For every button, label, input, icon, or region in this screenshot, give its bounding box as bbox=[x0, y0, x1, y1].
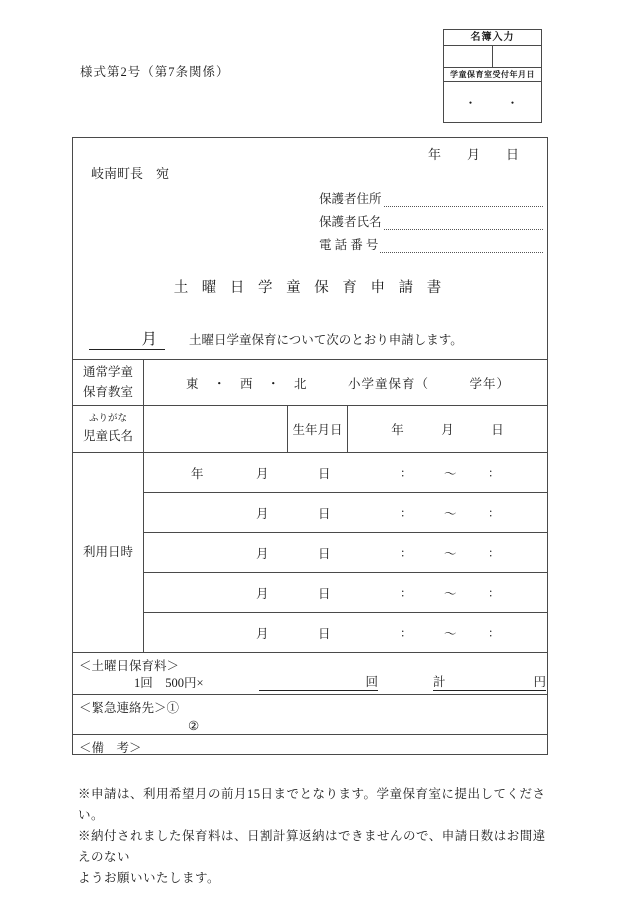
usage-month-label: 月 bbox=[256, 506, 269, 521]
footnote-1: ※申請は、利用希望月の前月15日までとなります。学童保育室に提出してください。 bbox=[78, 787, 546, 822]
phone-line bbox=[319, 230, 543, 253]
stamp-box-entry-cells bbox=[444, 46, 541, 68]
usage-time-tilde: ～ bbox=[444, 626, 457, 641]
emergency-contact-marker2: ② bbox=[188, 719, 200, 733]
birthdate-field: 年 月 日 bbox=[391, 423, 504, 437]
application-statement-line bbox=[73, 328, 547, 352]
application-table bbox=[73, 359, 547, 754]
usage-time-colon: : bbox=[401, 545, 405, 559]
usage-time-tilde: ～ bbox=[444, 466, 457, 481]
footnotes bbox=[78, 784, 558, 889]
child-name-field bbox=[144, 406, 288, 452]
form-number: 様式第2号（第7条関係） bbox=[80, 65, 230, 79]
usage-row-5 bbox=[144, 612, 547, 652]
stamp-box-cell-left bbox=[444, 46, 493, 67]
receipt-date-label: 学童保育室受付年月日 bbox=[444, 68, 541, 82]
child-name-label-text: 児童氏名 bbox=[82, 428, 133, 443]
footnote-2-continued: ようお願いいたします。 bbox=[78, 871, 221, 885]
usage-time-colon: : bbox=[489, 585, 493, 599]
usage-datetime-label: 利用日時 bbox=[73, 453, 144, 652]
usage-time-colon: : bbox=[401, 625, 405, 639]
usage-year-label: 年 bbox=[191, 466, 204, 481]
guardian-name-field bbox=[384, 212, 543, 230]
fee-times-field: 回 bbox=[259, 672, 378, 691]
regular-classroom-label bbox=[73, 360, 144, 405]
usage-month-label: 月 bbox=[256, 626, 269, 641]
phone-label: 電 話 番 号 bbox=[319, 238, 379, 252]
emergency-contact-section bbox=[73, 694, 547, 734]
application-form-box bbox=[72, 137, 548, 755]
usage-time-colon: : bbox=[401, 465, 405, 479]
usage-row-2 bbox=[144, 492, 547, 532]
stamp-box-cell-right bbox=[493, 46, 541, 67]
guardian-address-line bbox=[319, 184, 543, 207]
fee-unit-text: 1回 500円× bbox=[134, 676, 204, 690]
usage-time-tilde: ～ bbox=[444, 506, 457, 521]
remarks-section bbox=[73, 734, 547, 759]
guardian-name-label: 保護者氏名 bbox=[319, 215, 382, 229]
usage-time-tilde: ～ bbox=[444, 586, 457, 601]
usage-day-label: 日 bbox=[318, 586, 331, 601]
usage-row-3 bbox=[144, 532, 547, 572]
usage-time-colon: : bbox=[401, 585, 405, 599]
regular-classroom-label-line1: 通常学童 bbox=[82, 365, 133, 380]
phone-field bbox=[380, 235, 543, 253]
usage-row-4 bbox=[144, 572, 547, 612]
usage-time-colon: : bbox=[489, 465, 493, 479]
birthdate-label: 生年月日 bbox=[288, 406, 348, 452]
office-stamp-box bbox=[443, 29, 542, 123]
usage-time-colon: : bbox=[489, 505, 493, 519]
addressee: 岐南町長 宛 bbox=[91, 166, 170, 181]
regular-classroom-label-line2: 保育教室 bbox=[82, 384, 133, 399]
usage-time-tilde: ～ bbox=[444, 546, 457, 561]
child-name-row bbox=[73, 405, 547, 452]
usage-time-colon: : bbox=[401, 505, 405, 519]
footnote-2: ※納付されました保育料は、日割計算返納はできませんので、申請日数はお間違えのない bbox=[78, 829, 546, 864]
child-name-label bbox=[73, 406, 144, 452]
furigana-label: ふりがな bbox=[88, 413, 127, 424]
guardian-info-block bbox=[319, 184, 543, 253]
fee-total-label: 計 bbox=[433, 675, 446, 689]
emergency-contact-marker1: ① bbox=[166, 701, 180, 715]
guardian-address-label: 保護者住所 bbox=[319, 192, 382, 206]
fee-calculation-line bbox=[73, 674, 547, 694]
usage-time-colon: : bbox=[489, 625, 493, 639]
usage-month-label: 月 bbox=[256, 466, 269, 481]
remarks-label: ＜備 考＞ bbox=[79, 741, 142, 755]
guardian-name-line bbox=[319, 207, 543, 230]
usage-day-label: 日 bbox=[318, 626, 331, 641]
usage-day-label: 日 bbox=[318, 466, 331, 481]
submission-date-field: 年 月 日 bbox=[427, 147, 519, 162]
fee-total-suffix: 円 bbox=[533, 675, 546, 689]
fee-total-field bbox=[433, 672, 546, 691]
stamp-box-title: 名簿入力 bbox=[444, 30, 541, 46]
usage-month-label: 月 bbox=[256, 546, 269, 561]
regular-classroom-row bbox=[73, 360, 547, 405]
regular-classroom-options: 東 ・ 西 ・ 北 小学童保育（ 学年） bbox=[186, 376, 511, 391]
document-title: 土 曜 日 学 童 保 育 申 請 書 bbox=[173, 280, 447, 296]
guardian-address-field bbox=[384, 189, 543, 207]
saturday-fee-section bbox=[73, 652, 547, 694]
emergency-contact-line2 bbox=[73, 716, 547, 734]
usage-datetime-rows bbox=[144, 453, 547, 652]
receipt-date-field: ・ ・ bbox=[464, 95, 521, 110]
usage-row-1 bbox=[144, 453, 547, 492]
usage-day-label: 日 bbox=[318, 546, 331, 561]
usage-time-colon: : bbox=[489, 545, 493, 559]
fee-section-label: ＜土曜日保育料＞ bbox=[79, 659, 180, 673]
usage-datetime-section bbox=[73, 452, 547, 652]
emergency-contact-line1 bbox=[73, 695, 547, 716]
usage-day-label: 日 bbox=[318, 506, 331, 521]
emergency-contact-label: ＜緊急連絡先＞ bbox=[79, 701, 167, 715]
usage-month-label: 月 bbox=[256, 586, 269, 601]
application-statement: 土曜日学童保育について次のとおり申請します。 bbox=[189, 333, 463, 347]
target-month-field: 月 bbox=[89, 327, 165, 350]
